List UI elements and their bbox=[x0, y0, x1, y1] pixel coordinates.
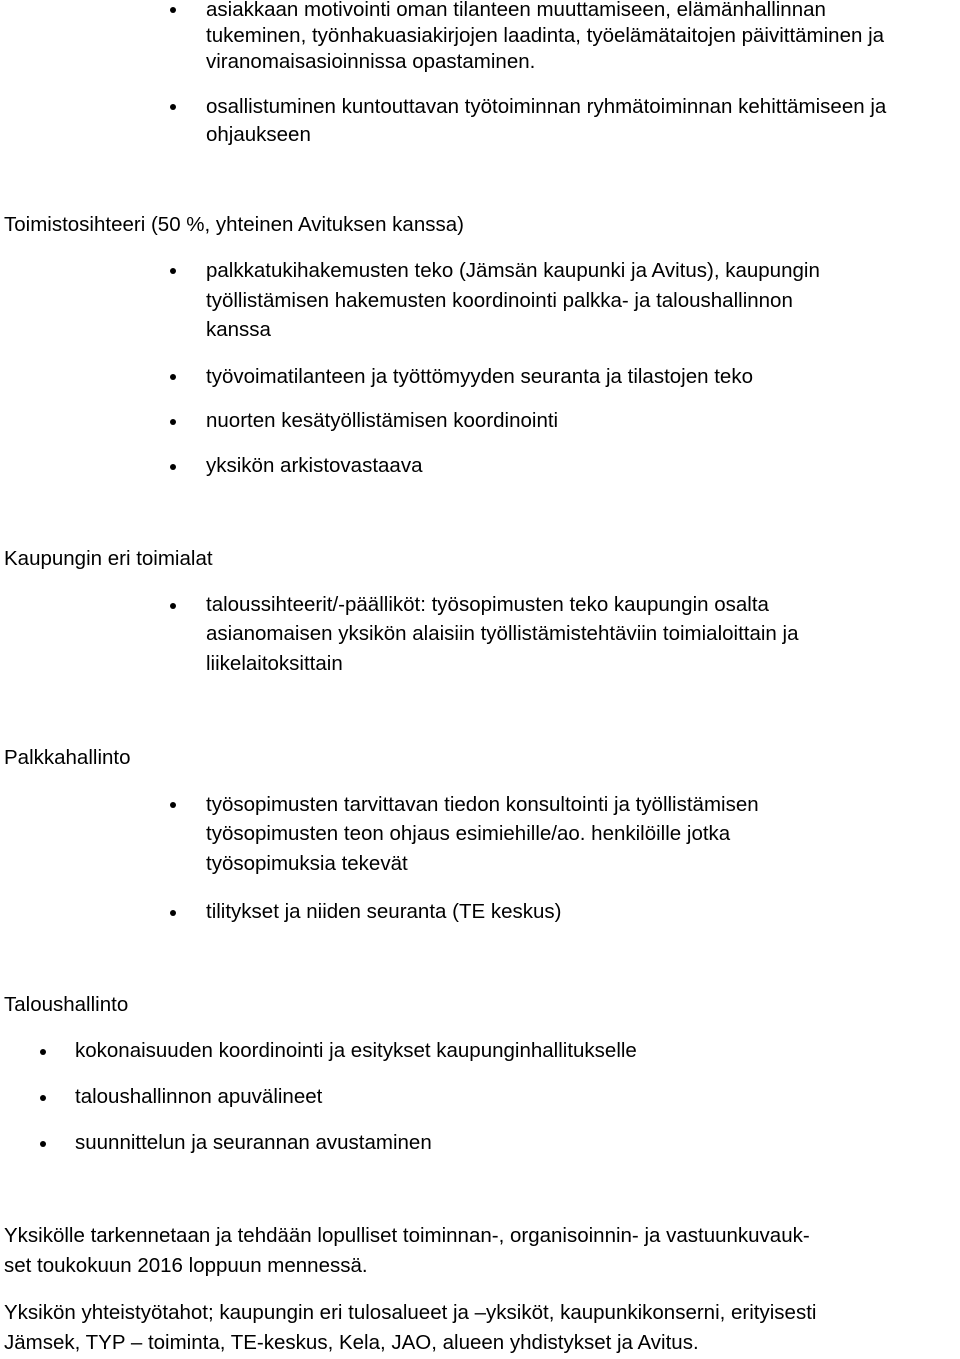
paragraph-line: set toukokuun 2016 loppuun mennessä. bbox=[4, 1254, 368, 1277]
paragraph-line: Yksikön yhteistyötahot; kaupungin eri tulosalueet ja –yksiköt, kaupunkikonserni, erityisesti bbox=[4, 1301, 817, 1324]
list-item-line: taloushallinnon apuvälineet bbox=[75, 1085, 323, 1108]
list-item-line: asiakkaan motivointi oman tilanteen muuttamiseen, elämänhallinnan bbox=[206, 0, 826, 21]
list-item-line: nuorten kesätyöllistämisen koordinointi bbox=[206, 409, 559, 432]
list-item-line: ohjaukseen bbox=[206, 123, 311, 146]
bullet-icon bbox=[170, 603, 176, 609]
list-item-line: kanssa bbox=[206, 318, 271, 341]
paragraph-line: Yksikölle tarkennetaan ja tehdään lopulliset toiminnan-, organisoinnin- ja vastuunkuvauk- bbox=[4, 1224, 810, 1247]
list-item-line: yksikön arkistovastaava bbox=[206, 454, 423, 477]
list-item-line: tilitykset ja niiden seuranta (TE keskus) bbox=[206, 900, 562, 923]
paragraph-line: Jämsek, TYP – toiminta, TE-keskus, Kela, JAO, alueen yhdistykset ja Avitus. bbox=[4, 1331, 699, 1354]
bullet-icon bbox=[170, 7, 176, 13]
list-item-line: työsopimusten teon ohjaus esimiehille/ao. henkilöille jotka bbox=[206, 822, 731, 845]
bullet-icon bbox=[170, 104, 176, 110]
list-item-line: tukeminen, työnhakuasiakirjojen laadinta, työelämätaitojen päivittäminen ja bbox=[206, 24, 885, 47]
bullet-icon bbox=[40, 1049, 46, 1055]
list-item-line: työllistämisen hakemusten koordinointi palkka- ja taloushallinnon bbox=[206, 289, 793, 312]
bullet-icon bbox=[170, 910, 176, 916]
bullet-icon bbox=[40, 1141, 46, 1147]
list-item-line: osallistuminen kuntouttavan työtoiminnan ryhmätoiminnan kehittämiseen ja bbox=[206, 95, 887, 118]
section-heading: Toimistosihteeri (50 %, yhteinen Avituksen kanssa) bbox=[4, 213, 464, 236]
list-item-line: työvoimatilanteen ja työttömyyden seuranta ja tilastojen teko bbox=[206, 365, 753, 388]
list-item-line: liikelaitoksittain bbox=[206, 652, 343, 675]
bullet-icon bbox=[170, 419, 176, 425]
bullet-icon bbox=[40, 1095, 46, 1101]
bullet-icon bbox=[170, 268, 176, 274]
bullet-icon bbox=[170, 802, 176, 808]
list-item-line: palkkatukihakemusten teko (Jämsän kaupunki ja Avitus), kaupungin bbox=[206, 259, 820, 282]
section-heading: Kaupungin eri toimialat bbox=[4, 547, 213, 570]
section-heading: Palkkahallinto bbox=[4, 746, 131, 769]
list-item-line: asianomaisen yksikön alaisiin työllistämistehtäviin toimialoittain ja bbox=[206, 622, 799, 645]
list-item-line: työsopimusten tarvittavan tiedon konsultointi ja työllistämisen bbox=[206, 793, 759, 816]
section-heading: Taloushallinto bbox=[4, 993, 129, 1016]
bullet-icon bbox=[170, 374, 176, 380]
list-item-line: suunnittelun ja seurannan avustaminen bbox=[75, 1131, 432, 1154]
list-item-line: viranomaisasioinnissa opastaminen. bbox=[206, 50, 536, 73]
list-item-line: työsopimuksia tekevät bbox=[206, 852, 408, 875]
bullet-icon bbox=[170, 464, 176, 470]
list-item-line: kokonaisuuden koordinointi ja esitykset kaupunginhallitukselle bbox=[75, 1039, 637, 1062]
list-item-line: taloussihteerit/-päälliköt: työsopimusten teko kaupungin osalta bbox=[206, 593, 769, 616]
